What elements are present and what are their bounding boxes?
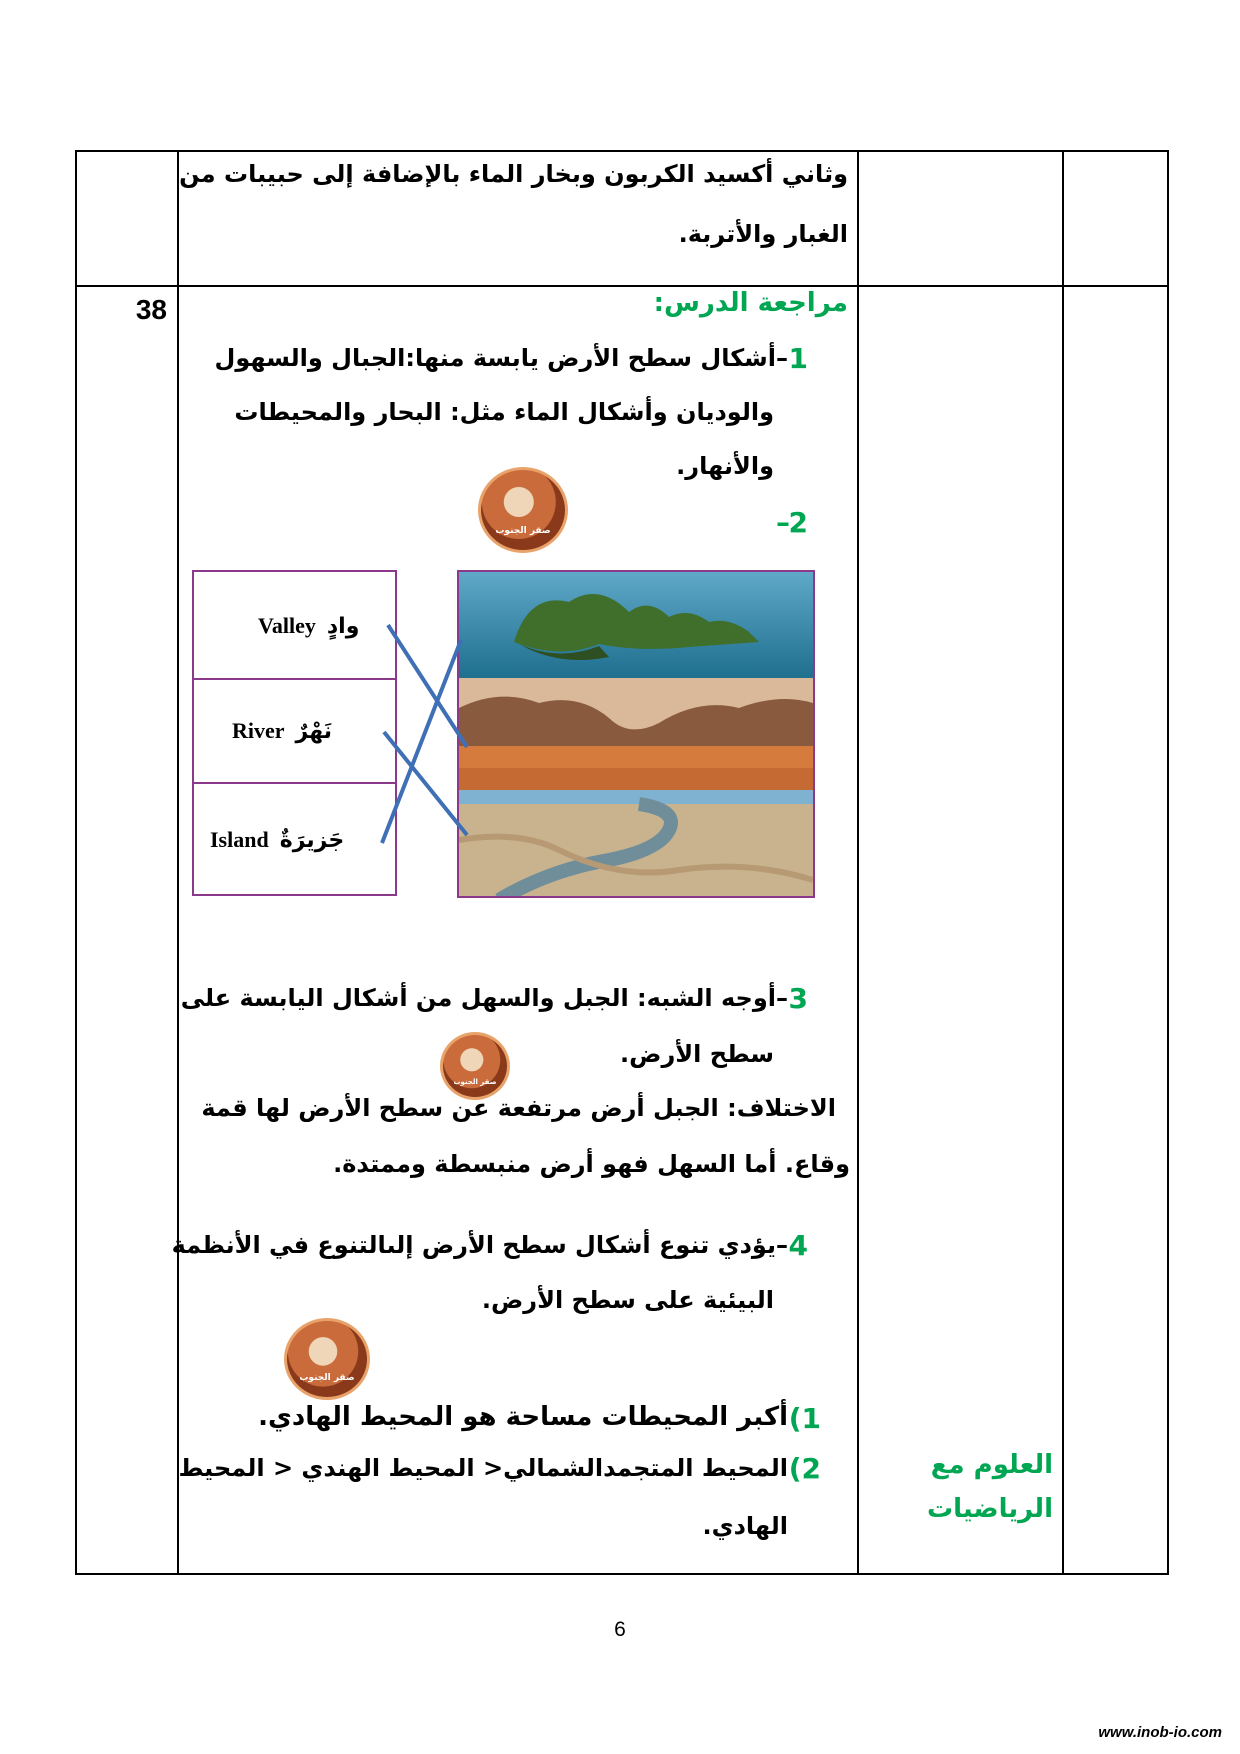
page-reference: 38 [135, 294, 167, 325]
side-label-line1: العلوم مع [930, 1450, 1053, 1480]
table-border-top [75, 150, 1169, 152]
table-border-right [1167, 150, 1169, 1575]
q1-line1: –أشكال سطح الأرض يابسة منها:الجبال والسهول [214, 344, 788, 372]
q1-line3: والأنهار. [676, 452, 774, 480]
watermark-logo: صقر الجنوب [284, 1318, 370, 1400]
watermark-logo: صقر الجنوب [440, 1032, 510, 1100]
landform-images [457, 570, 815, 898]
watermark-logo: صقر الجنوب [478, 467, 568, 553]
q2-number: 2 [788, 506, 808, 539]
row1-line2: الغبار والأتربة. [678, 220, 848, 248]
vocab-valley: Valley وادٍ [258, 613, 360, 639]
q3-line1: –أوجه الشبه: الجبل والسهل من أشكال اليابسة على [180, 984, 788, 1012]
a1-text: أكبر المحيطات مساحة هو المحيط الهادي. [258, 1402, 788, 1432]
row-divider [75, 285, 1169, 287]
q4-line1: –يؤدي تنوع أشكال سطح الأرض إلىالتنوع في الأنظمة [171, 1231, 788, 1259]
q3-number: 3 [788, 982, 808, 1015]
match-valley [388, 625, 467, 747]
vocab-island: Island جَزيرَةٌ [210, 827, 345, 853]
col-line-2 [177, 150, 179, 1575]
col-line-4 [1062, 150, 1064, 1575]
island-image [459, 572, 813, 678]
q2-dash: – [776, 506, 790, 539]
q4-number: 4 [788, 1229, 808, 1262]
a2-number: 2) [788, 1452, 821, 1485]
vocab-divider-1 [194, 678, 395, 680]
table-border-bottom [75, 1573, 1169, 1575]
row1-line1: وثاني أكسيد الكربون وبخار الماء بالإضافة إلى حبيبات من [179, 160, 848, 188]
a2-line2: الهادي. [702, 1512, 788, 1540]
q3-line4: وقاع. أما السهل فهو أرض منبسطة وممتدة. [333, 1150, 850, 1178]
q1-line2: والوديان وأشكال الماء مثل: البحار والمحيطات [234, 398, 774, 426]
q3-line2: سطح الأرض. [620, 1040, 774, 1068]
lesson-review-heading: مراجعة الدرس: [653, 288, 848, 318]
river-image [459, 790, 813, 898]
q3-line3: الاختلاف: الجبل أرض مرتفعة عن سطح الأرض لها قمة [201, 1094, 836, 1122]
vocab-river: River نَهْرٌ [232, 718, 333, 744]
a1-number: 1) [788, 1402, 821, 1435]
q1-number: 1 [788, 342, 808, 375]
vocab-divider-2 [194, 782, 395, 784]
valley-image [459, 678, 813, 790]
site-url: www.inob-io.com [1098, 1724, 1222, 1741]
col-line-3 [857, 150, 859, 1575]
side-label-line2: الرياضيات [926, 1494, 1053, 1524]
page-number: 6 [614, 1618, 626, 1641]
a2-line1: المحيط المتجمدالشمالي< المحيط الهندي < المحيط [178, 1454, 788, 1482]
q4-line2: البيئية على سطح الأرض. [481, 1286, 774, 1314]
col-line-1 [75, 150, 77, 1575]
